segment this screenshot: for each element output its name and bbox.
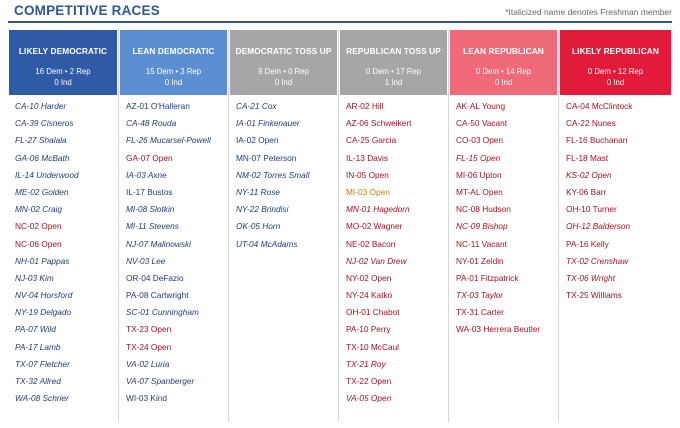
race-item: MT-AL Open — [456, 186, 503, 197]
race-item: VA-02 Luria — [126, 358, 170, 369]
race-item: WA-08 Schrier — [15, 393, 69, 404]
race-item: AZ-01 O'Halleran — [126, 101, 190, 111]
column-header — [560, 30, 671, 95]
race-item: PA-07 Wild — [15, 324, 56, 335]
race-item: NY-11 Rose — [236, 186, 280, 197]
race-item: AZ-06 Schweikert — [346, 118, 412, 129]
race-item: MO-02 Wagner — [346, 221, 403, 232]
column-title: LIKELY DEMOCRATIC — [18, 46, 108, 56]
race-item: CA-39 Cisneros — [15, 118, 74, 129]
race-item: WA-03 Herrera Beutler — [456, 324, 541, 335]
race-item: IA-01 Finkenauer — [236, 118, 300, 129]
column-dem-rep-count: 0 Dem • 12 Rep — [587, 67, 644, 76]
column-title: LEAN DEMOCRATIC — [132, 46, 215, 56]
race-item: AR-02 Hill — [346, 101, 384, 111]
column-title: DEMOCRATIC TOSS UP — [235, 46, 332, 56]
race-item: AK-AL Young — [456, 101, 506, 111]
column-ind-count: 0 Ind — [54, 78, 72, 87]
race-item: VA-05 Open — [346, 393, 392, 404]
race-item: NH-01 Pappas — [15, 255, 70, 266]
column-header — [230, 30, 337, 95]
race-item: OH-01 Chabot — [346, 307, 400, 318]
race-item: CA-25 Garcia — [346, 135, 397, 146]
race-item: PA-01 Fitzpatrick — [456, 272, 519, 283]
column-likely-democratic — [8, 30, 118, 422]
race-item: NY-02 Open — [346, 272, 392, 283]
race-item: NJ-02 Van Drew — [346, 255, 407, 266]
race-item: TX-06 Wright — [566, 272, 615, 283]
race-item: ME-02 Golden — [15, 186, 69, 197]
race-item: CA-22 Nunes — [566, 118, 616, 129]
column-title: REPUBLICAN TOSS UP — [346, 46, 441, 56]
race-item: WI-03 Kind — [126, 393, 168, 404]
race-item: NC-06 Open — [15, 238, 62, 249]
race-item: NV-03 Lee — [126, 255, 166, 266]
race-item: IL-13 Davis — [346, 152, 388, 163]
column-title: LEAN REPUBLICAN — [463, 46, 544, 56]
race-item: IA-03 Axne — [126, 169, 167, 180]
race-item: NJ-07 Malinowski — [126, 238, 192, 249]
race-item: TX-22 Open — [346, 376, 392, 386]
race-item: MI-08 Slotkin — [126, 204, 175, 215]
race-item: CA-50 Vacant — [456, 118, 508, 129]
column-ind-count: 0 Ind — [274, 78, 293, 87]
race-item: OK-05 Horn — [236, 221, 281, 232]
title-divider — [8, 21, 672, 23]
race-item: IL-14 Underwood — [15, 169, 79, 180]
race-item: CA-48 Rouda — [126, 118, 177, 129]
race-item: PA-10 Perry — [346, 324, 391, 335]
race-item: GA-06 McBath — [15, 152, 70, 163]
race-item: PA-16 Kelly — [566, 238, 609, 249]
race-item: TX-21 Roy — [346, 358, 386, 369]
race-item: TX-31 Carter — [456, 307, 504, 318]
column-header — [120, 30, 227, 95]
column-title: LIKELY REPUBLICAN — [572, 46, 659, 56]
column-dem-rep-count: 16 Dem • 2 Rep — [35, 67, 91, 76]
race-item: CA-04 McClintock — [566, 101, 633, 111]
race-item: OH-10 Turner — [566, 204, 617, 215]
race-item: NM-02 Torres Small — [236, 169, 310, 180]
race-item: NY-22 Brindisi — [236, 204, 289, 215]
column-lean-democratic — [118, 30, 228, 422]
race-list — [8, 95, 118, 407]
race-item: FL-27 Shalala — [15, 135, 67, 146]
race-item: OH-12 Balderson — [566, 221, 631, 232]
race-item: FL-26 Mucarsel-Powell — [126, 135, 211, 146]
race-item: TX-03 Taylor — [456, 290, 504, 301]
race-list — [449, 95, 558, 339]
race-item: NJ-03 Kim — [15, 272, 54, 283]
race-item: CA-10 Harder — [15, 101, 67, 111]
race-item: OR-04 DeFazio — [126, 272, 184, 283]
race-item: PA-08 Cartwright — [126, 290, 189, 301]
race-item: KS-02 Open — [566, 169, 612, 180]
race-item: TX-23 Open — [126, 324, 172, 335]
race-list — [339, 95, 448, 407]
page-title: COMPETITIVE RACES — [14, 3, 160, 18]
race-item: NY-19 Delgado — [15, 307, 72, 318]
race-item: PA-17 Lamb — [15, 341, 61, 352]
race-item: KY-06 Barr — [566, 186, 607, 197]
race-list — [229, 95, 338, 253]
race-item: TX-25 Williams — [566, 290, 622, 301]
race-item: NC-11 Vacant — [456, 238, 507, 249]
column-header — [340, 30, 447, 95]
race-item: NY-24 Katko — [346, 290, 393, 301]
race-item: NC-09 Bishop — [456, 221, 508, 232]
column-lean-republican — [448, 30, 558, 422]
race-item: GA-07 Open — [126, 152, 173, 163]
race-item: VA-07 Spanberger — [126, 376, 195, 386]
race-item: NV-04 Horsford — [15, 290, 73, 301]
race-item: TX-32 Allred — [15, 376, 61, 386]
race-item: MI-06 Upton — [456, 169, 502, 180]
race-item: CO-03 Open — [456, 135, 504, 146]
column-ind-count: 1 Ind — [384, 78, 403, 87]
freshman-note: *Italicized name denotes Freshman member — [505, 7, 672, 17]
column-dem-rep-count: 9 Dem • 0 Rep — [258, 67, 309, 76]
column-dem-rep-count: 0 Dem • 14 Rep — [475, 67, 532, 76]
race-item: TX-10 McCaul — [346, 341, 400, 352]
race-item: MN-07 Peterson — [236, 152, 297, 163]
race-item: TX-02 Crenshaw — [566, 255, 629, 266]
race-item: MI-03 Open — [346, 186, 390, 197]
race-list — [119, 95, 228, 407]
race-item: NE-02 Bacon — [346, 238, 396, 249]
race-item: IN-05 Open — [346, 169, 389, 180]
column-republican-toss-up — [338, 30, 448, 422]
race-item: UT-04 McAdams — [236, 238, 298, 249]
race-list — [559, 95, 672, 304]
race-item: NC-08 Hudson — [456, 204, 511, 215]
column-likely-republican — [558, 30, 672, 422]
race-item: NY-01 Zeldin — [456, 255, 504, 266]
race-columns — [8, 30, 672, 422]
race-item: MN-01 Hagedorn — [346, 204, 410, 215]
race-item: MI-11 Stevens — [126, 221, 179, 232]
column-democratic-toss-up — [228, 30, 338, 422]
race-item: IL-17 Bustos — [126, 186, 173, 197]
race-item: MN-02 Craig — [15, 204, 63, 215]
column-ind-count: 0 Ind — [494, 78, 513, 87]
race-item: SC-01 Cunningham — [126, 307, 199, 318]
column-header — [450, 30, 557, 95]
race-item: TX-24 Open — [126, 341, 172, 352]
column-ind-count: 0 Ind — [164, 78, 183, 87]
column-dem-rep-count: 0 Dem • 17 Rep — [365, 67, 422, 76]
column-header — [9, 30, 117, 95]
column-ind-count: 0 Ind — [606, 78, 625, 87]
column-dem-rep-count: 15 Dem • 3 Rep — [145, 67, 202, 76]
race-item: FL-18 Mast — [566, 152, 608, 163]
race-item: IA-02 Open — [236, 135, 279, 146]
race-item: CA-21 Cox — [236, 101, 277, 111]
race-item: FL-15 Open — [456, 152, 501, 163]
race-item: FL-16 Buchanan — [566, 135, 628, 146]
race-item: TX-07 Fletcher — [15, 358, 70, 369]
race-item: NC-02 Open — [15, 221, 62, 232]
